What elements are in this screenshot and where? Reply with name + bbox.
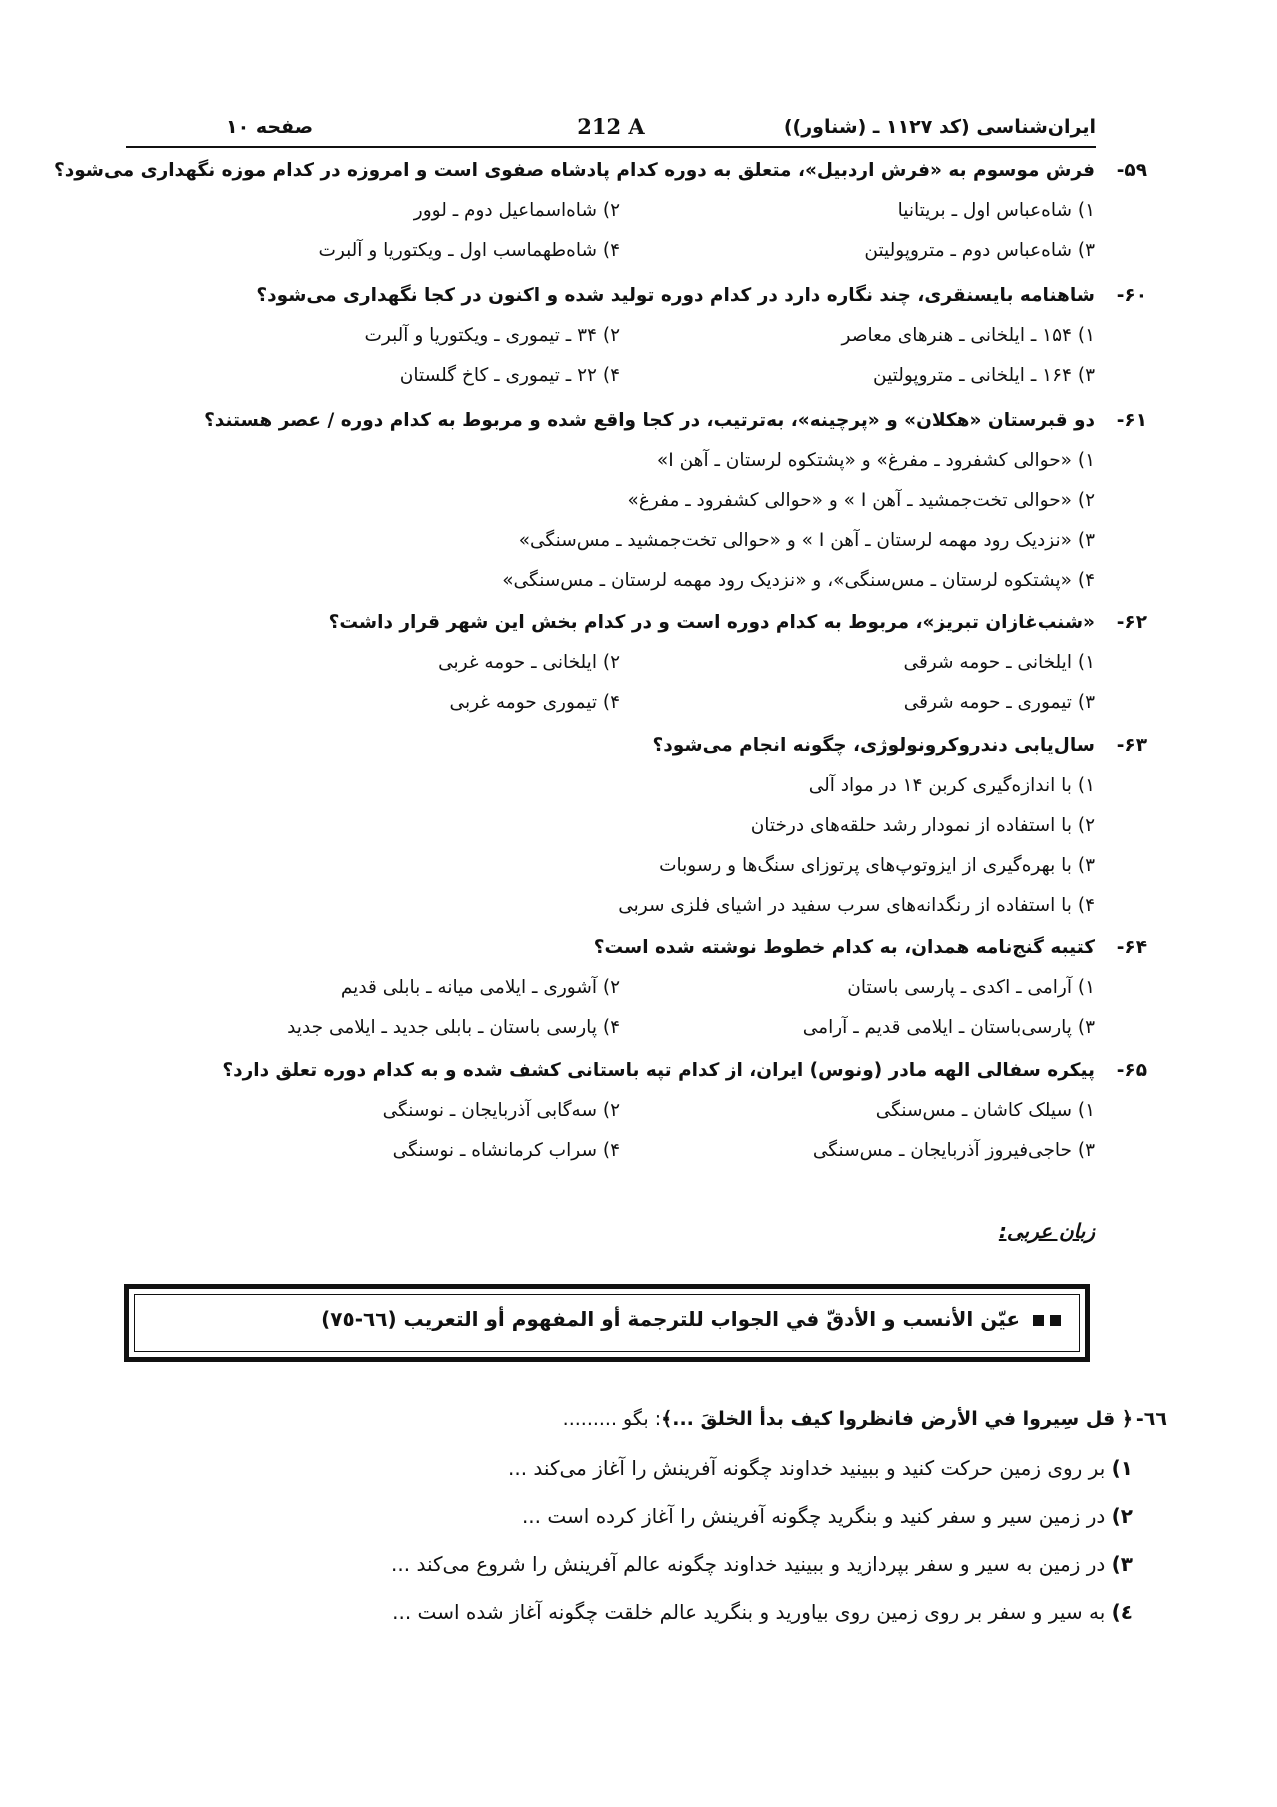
page-header [126, 116, 1096, 146]
option-1 [508, 1456, 1133, 1480]
option-3: ۳) «نزدیک رود مهمه لرستان ـ آهن I » و «حوالی تخت‌جمشید ـ مس‌سنگی» [518, 530, 1095, 551]
question-number: ۶۵- [1116, 1060, 1147, 1081]
question-number: ۶۲- [1116, 612, 1147, 633]
header-booklet-code: 212 A [577, 114, 645, 139]
instruction-text-row [321, 1307, 1061, 1331]
option-3: ۳) با بهره‌گیری از ایزوتوپ‌های پرتوزای سنگ‌ها و رسوبات [659, 855, 1095, 876]
square-bullet-icon [1050, 1315, 1061, 1326]
option-4: ۴) با استفاده از رنگدانه‌های سرب سفید در اشیای فلزی سربی [618, 895, 1095, 916]
option-1: ۱) با اندازه‌گیری کربن ۱۴ در مواد آلی [808, 775, 1095, 796]
header-subject: ایران‌شناسی (کد ۱۱۲۷ ـ (شناور)) [783, 116, 1096, 138]
question-stem: شاهنامه بایسنقری، چند نگاره دارد در کدام دوره تولید شده و اکنون در کجا نگهداری می‌شود؟ [256, 285, 1095, 306]
option-3 [391, 1552, 1133, 1576]
question-59 [53, 160, 1147, 261]
option-1: ۱) «حوالی کشفرود ـ مفرغ» و «پشتکوه لرستان ـ آهن I» [656, 450, 1095, 471]
question-64 [126, 937, 1147, 1038]
question-66 [126, 1408, 1167, 1624]
option-4 [392, 1600, 1133, 1624]
option-number: ٣) [1111, 1552, 1133, 1576]
question-number: ۶۳- [1116, 735, 1147, 756]
option-4: ۴) تیموری حومه غربی [449, 692, 620, 713]
option-4: ۴) ۲۲ ـ تیموری ـ کاخ گلستان [399, 365, 620, 386]
option-2: ۲) ایلخانی ـ حومه غربی [438, 652, 620, 673]
option-3: ۳) ۱۶۴ ـ ایلخانی ـ متروپولتین [872, 365, 1095, 386]
question-65 [126, 1060, 1147, 1161]
option-2: ۲) با استفاده از نمودار رشد حلقه‌های درختان [750, 815, 1095, 836]
option-number: ١) [1111, 1456, 1133, 1480]
option-2: ۲) ۳۴ ـ تیموری ـ ویکتوریا و آلبرت [364, 325, 620, 346]
option-3: ۳) حاجی‌فیروز آذربایجان ـ مس‌سنگی [812, 1140, 1095, 1161]
question-number: ۶۴- [1116, 937, 1147, 958]
question-60 [126, 285, 1147, 386]
question-stem: سال‌یابی دندروکرونولوژی، چگونه انجام می‌شود؟ [652, 735, 1095, 756]
square-bullet-icon [1033, 1315, 1044, 1326]
option-2 [522, 1504, 1133, 1528]
instruction-text: عیّن الأنسب و الأدقّ في الجواب للترجمة أو المفهوم أو التعریب (٦٦-٧٥) [321, 1307, 1021, 1331]
option-3: ۳) پارسی‌باستان ـ ایلامی قدیم ـ آرامی [802, 1017, 1095, 1038]
option-text: در زمین به سیر و سفر بپردازید و ببینید خداوند چگونه عالم آفرینش را شروع می‌کند ... [391, 1552, 1106, 1576]
option-1: ۱) سیلک کاشان ـ مس‌سنگی [875, 1100, 1095, 1121]
option-4: ۴) سراب کرمانشاه ـ نوسنگی [392, 1140, 620, 1161]
option-1: ۱) ۱۵۴ ـ ایلخانی ـ هنرهای معاصر [841, 325, 1095, 346]
header-divider [126, 146, 1096, 148]
section-title-arabic: زبان عربی: [998, 1219, 1095, 1243]
question-63 [126, 735, 1147, 916]
option-1: ۱) شاه‌عباس اول ـ بریتانیا [897, 200, 1095, 221]
option-4: ۴) پارسی باستان ـ بابلی جدید ـ ایلامی جدید [287, 1017, 620, 1038]
question-62 [126, 612, 1147, 713]
option-text: به سیر و سفر بر روی زمین روی بیاورید و بنگرید عالم خلقت چگونه آغاز شده است ... [392, 1600, 1106, 1624]
option-number: ٤) [1111, 1600, 1133, 1624]
question-61 [126, 410, 1147, 591]
option-number: ٢) [1111, 1504, 1133, 1528]
question-number: ۶۱- [1116, 410, 1147, 431]
question-stem: «شنب‌غازان تبریز»، مربوط به کدام دوره است و در کدام بخش این شهر قرار داشت؟ [328, 612, 1095, 633]
question-stem: کتیبه گنج‌نامه همدان، به کدام خطوط نوشته شده است؟ [593, 937, 1095, 958]
question-stem [126, 1408, 1133, 1430]
option-text: در زمین سیر و سفر کنید و بنگرید چگونه آفرینش را آغاز کرده است ... [521, 1504, 1106, 1528]
option-4: ۴) شاه‌طهماسب اول ـ ویکتوریا و آلبرت [318, 240, 620, 261]
option-text: بر روی زمین حرکت کنید و ببینید خداوند چگونه آفرینش را آغاز می‌کند ... [508, 1456, 1106, 1480]
stem-suffix: : بگو ......... [562, 1408, 662, 1430]
option-3: ۳) تیموری ـ حومه شرقی [903, 692, 1095, 713]
option-1: ۱) آرامی ـ اکدی ـ پارسی باستان [847, 977, 1095, 998]
question-number: ۶۰- [1116, 285, 1147, 306]
option-4: ۴) «پشتکوه لرستان ـ مس‌سنگی»، و «نزدیک رود مهمه لرستان ـ مس‌سنگی» [502, 570, 1095, 591]
option-2: ۲) سه‌گابی آذربایجان ـ نوسنگی [382, 1100, 620, 1121]
question-number: ٦٦- [1135, 1408, 1167, 1430]
stem-quote: ﴿ قل سِیروا في الأرض فانظروا کیف بدأ الخلقَ ...﴾ [661, 1408, 1133, 1430]
option-2: ۲) آشوری ـ ایلامی میانه ـ بابلی قدیم [340, 977, 620, 998]
option-1: ۱) ایلخانی ـ حومه شرقی [903, 652, 1095, 673]
option-3: ۳) شاه‌عباس دوم ـ متروپولیتن [864, 240, 1095, 261]
option-2: ۲) «حوالی تخت‌جمشید ـ آهن I » و «حوالی کشفرود ـ مفرغ» [627, 490, 1095, 511]
question-stem: پیکره سفالی الهه مادر (ونوس) ایران، از کدام تپه باستانی کشف شده و به کدام دوره تعلق دارد؟ [222, 1060, 1095, 1081]
question-stem: دو قبرستان «هکلان» و «پرچینه»، به‌ترتیب، در کجا واقع شده و مربوط به کدام دوره / عصر هستند؟ [204, 410, 1095, 431]
question-number: ۵۹- [1116, 160, 1147, 181]
instruction-box [124, 1284, 1090, 1362]
question-stem: فرش موسوم به «فرش اردبیل»، متعلق به دوره کدام پادشاه صفوی است و امروزه در کدام موزه نگهداری می‌شود؟ [53, 160, 1095, 181]
header-page-number: صفحه ۱۰ [226, 116, 314, 138]
option-2: ۲) شاه‌اسماعیل دوم ـ لوور [413, 200, 620, 221]
